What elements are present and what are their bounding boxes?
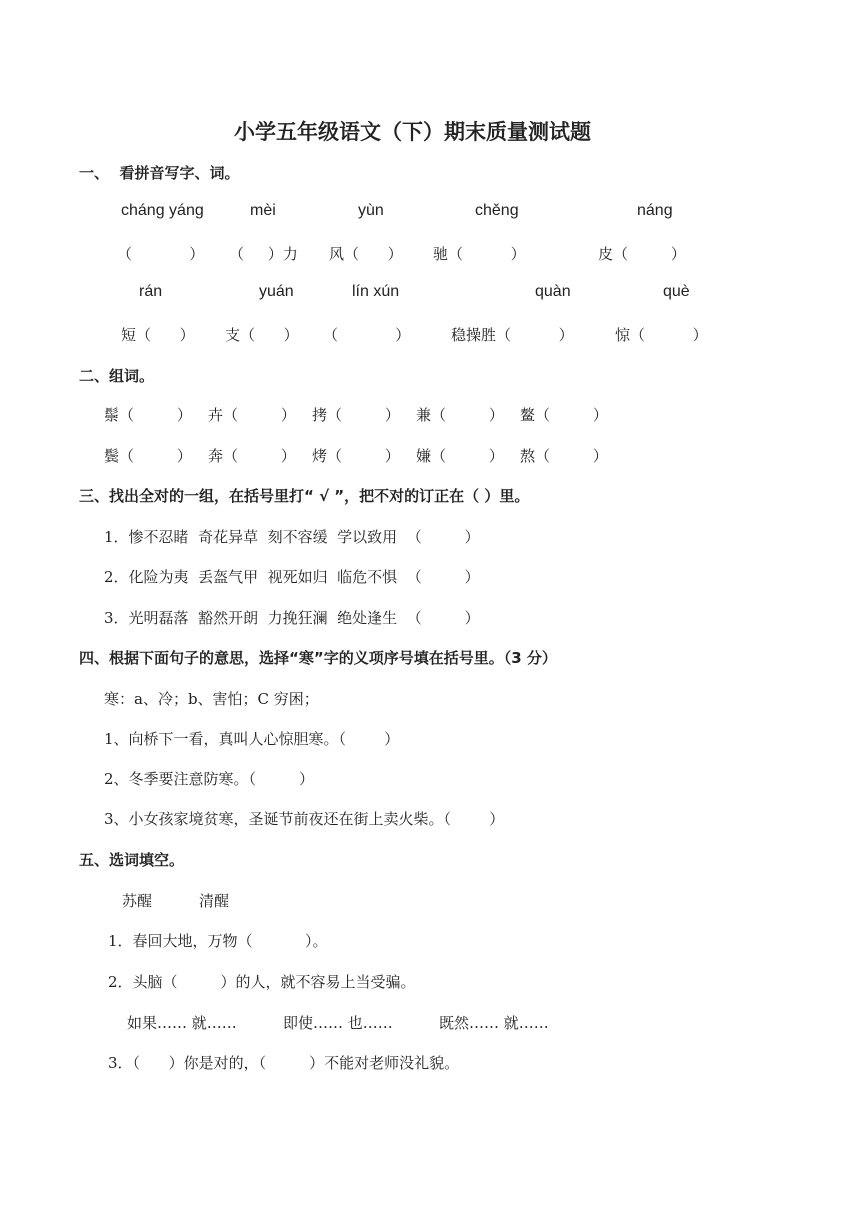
answer-blank: （ ）力 — [229, 245, 298, 263]
word-item: 烤（ ） — [312, 447, 400, 465]
word-item: 鬃（ ） — [104, 406, 192, 424]
word-item: 熬（ ） — [520, 447, 608, 465]
pinyin: chěng — [475, 202, 519, 219]
word-item: 拷（ ） — [312, 406, 400, 424]
word-item: 奔（ ） — [208, 447, 296, 465]
word-item: 鳌（ ） — [520, 406, 608, 424]
word-choice: 清醒 — [199, 892, 230, 910]
pinyin: yùn — [358, 202, 384, 219]
pinyin: yuán — [259, 283, 294, 300]
word-item: 鬓（ ） — [104, 447, 192, 465]
answer-blank: 支（ ） — [225, 326, 299, 344]
word-choice: 如果…… 就…… — [127, 1014, 237, 1032]
pinyin: mèi — [250, 202, 276, 219]
pinyin: náng — [637, 202, 673, 219]
answer-blank: 驰（ ） — [433, 245, 526, 263]
question-item: 3、小女孩家境贫寒，圣诞节前夜还在街上卖火柴。（ ） — [104, 810, 505, 828]
word-item: 卉（ ） — [208, 406, 296, 424]
section-1-heading: 一、 看拼音写字、词。 — [79, 164, 240, 182]
question-item: 3．光明磊落 豁然开朗 力挽狂澜 绝处逢生 （ ） — [104, 609, 480, 627]
word-item: 兼（ ） — [416, 406, 504, 424]
word-choice: 苏醒 — [122, 892, 153, 910]
answer-blank: 短（ ） — [121, 326, 195, 344]
word-choice: 既然…… 就…… — [439, 1014, 549, 1032]
answer-blank: 惊（ ） — [615, 326, 708, 344]
question-item: 1．惨不忍睹 奇花异草 刻不容缓 学以致用 （ ） — [104, 528, 480, 546]
answer-blank: 稳操胜（ ） — [451, 326, 574, 344]
section-2-heading: 二、组词。 — [79, 367, 155, 385]
definition-line: 寒：a、冷；b、害怕；C 穷困； — [104, 690, 319, 708]
answer-blank: （ ） — [323, 326, 411, 344]
pinyin: quàn — [535, 283, 571, 300]
question-item: 2．头脑（ ）的人，就不容易上当受骗。 — [108, 973, 416, 991]
word-item: 嫌（ ） — [416, 447, 504, 465]
word-choice: 即使…… 也…… — [283, 1014, 393, 1032]
pinyin: cháng yáng — [121, 202, 204, 219]
question-item: 1、向桥下一看，真叫人心惊胆寒。（ ） — [104, 730, 400, 748]
page-title: 小学五年级语文（下）期末质量测试题 — [234, 120, 591, 144]
question-item: 2．化险为夷 丢盔气甲 视死如归 临危不惧 （ ） — [104, 568, 480, 586]
question-item: 2、冬季要注意防寒。（ ） — [104, 770, 314, 788]
question-item: 3．（ ）你是对的，（ ）不能对老师没礼貌。 — [108, 1054, 460, 1072]
answer-blank: 皮（ ） — [598, 245, 686, 263]
pinyin: lín xún — [352, 283, 400, 300]
section-5-heading: 五、选词填空。 — [79, 851, 185, 869]
section-3-heading: 三、找出全对的一组，在括号里打“ √ ”，把不对的订正在（ ）里。 — [79, 487, 530, 505]
question-item: 1．春回大地，万物（ ）。 — [108, 932, 328, 950]
pinyin: rán — [139, 283, 163, 300]
section-4-heading: 四、根据下面句子的意思，选择“寒”字的义项序号填在括号里。（3 分） — [79, 649, 557, 667]
answer-blank: 风（ ） — [329, 245, 403, 263]
pinyin: què — [663, 283, 690, 300]
answer-blank: （ ） — [117, 245, 205, 263]
